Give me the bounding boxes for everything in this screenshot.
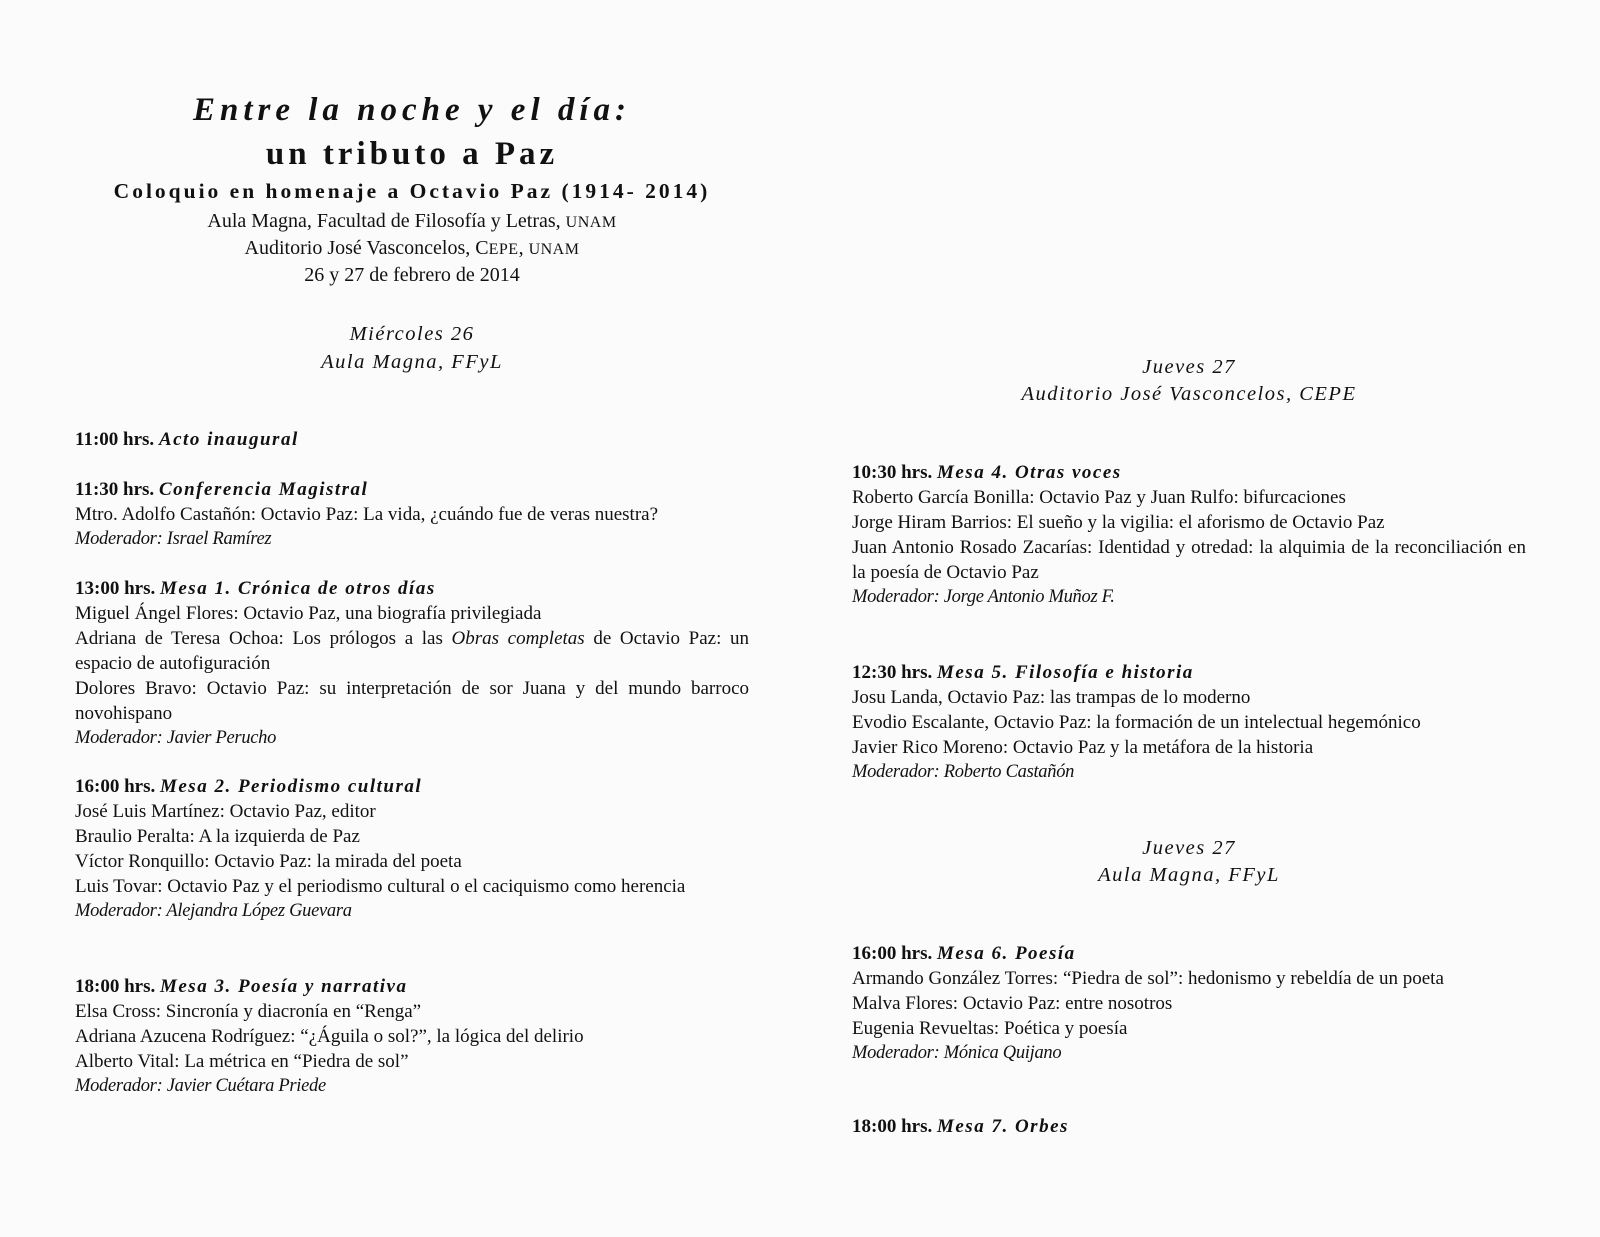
talk-line: Malva Flores: Octavio Paz: entre nosotros (852, 993, 1173, 1014)
session-time: 16:00 hrs. (75, 776, 156, 797)
talk-line: Jorge Hiram Barrios: El sueño y la vigilia: el aforismo de Octavio Paz (852, 512, 1385, 533)
session-mesa-4 (852, 460, 1526, 610)
day2b-heading-venue: Aula Magna, FFyL (1098, 864, 1280, 886)
talk-line: Miguel Ángel Flores: Octavio Paz, una biografía privilegiada (75, 603, 542, 624)
venue-line-2 (75, 235, 749, 263)
talk-work-title: Obras completas (451, 628, 585, 649)
session-title: Mesa 2. Periodismo cultural (159, 776, 423, 797)
moderator: Moderador: Mónica Quijano (852, 1043, 1062, 1063)
talk-line: José Luis Martínez: Octavio Paz, editor (75, 801, 376, 822)
moderator: Moderador: Javier Perucho (75, 728, 277, 748)
talk-line: Luis Tovar: Octavio Paz y el periodismo cultural o el caciquismo como herencia (75, 876, 686, 897)
day2a-heading-venue: Auditorio José Vasconcelos, CEPE (1021, 383, 1357, 405)
session-title: Acto inaugural (158, 429, 299, 450)
moderator: Moderador: Javier Cuétara Priede (75, 1076, 326, 1096)
moderator: Moderador: Jorge Antonio Muñoz F. (852, 587, 1115, 607)
session-conferencia (75, 477, 749, 552)
session-time: 10:30 hrs. (852, 462, 933, 483)
talk-line: Mtro. Adolfo Castañón: Octavio Paz: La vida, ¿cuándo fue de veras nuestra? (75, 504, 659, 525)
session-time: 11:00 hrs. (75, 429, 155, 450)
venue-1-text: Aula Magna, Facultad de Filosofía y Letras, (207, 210, 566, 232)
talk-line: Armando González Torres: “Piedra de sol”: hedonismo y rebeldía de un poeta (852, 968, 1444, 989)
talk-line: Braulio Peralta: A la izquierda de Paz (75, 826, 360, 847)
session-time: 16:00 hrs. (852, 943, 933, 964)
session-mesa-2 (75, 774, 749, 924)
session-mesa-6 (852, 941, 1526, 1066)
session-acto-inaugural (75, 427, 749, 452)
day1-heading-date: Miércoles 26 (349, 323, 475, 345)
talk-line: Elsa Cross: Sincronía y diacronía en “Renga” (75, 1001, 422, 1022)
talk-text: de Octavio Paz: un espacio de autofiguración (75, 628, 749, 674)
session-title: Mesa 5. Filosofía e historia (936, 662, 1194, 683)
session-title: Conferencia Magistral (158, 479, 369, 500)
moderator: Moderador: Alejandra López Guevara (75, 901, 352, 921)
event-dates: 26 y 27 de febrero de 2014 (304, 264, 520, 286)
subtitle: Coloquio en homenaje a Octavio Paz (1914- 2014) (113, 179, 711, 203)
moderator: Moderador: Roberto Castañón (852, 762, 1075, 782)
day2b-heading-date: Jueves 27 (1142, 837, 1236, 859)
talk-line (75, 626, 749, 676)
talk-text: Adriana de Teresa Ochoa: Los prólogos a las (75, 628, 452, 649)
moderator: Moderador: Israel Ramírez (75, 529, 272, 549)
talk-line: Evodio Escalante, Octavio Paz: la formación de un intelectual hegemónico (852, 712, 1421, 733)
session-time: 18:00 hrs. (75, 976, 156, 997)
talk-line: Juan Antonio Rosado Zacarías: Identidad y otredad: la alquimia de la reconciliación en la poesía de Octavio Paz (852, 537, 1526, 583)
session-title: Mesa 3. Poesía y narrativa (159, 976, 408, 997)
session-time: 18:00 hrs. (852, 1116, 933, 1137)
session-mesa-7 (852, 1114, 1526, 1139)
session-mesa-1 (75, 576, 749, 751)
title-line-1: Entre la noche y el día: (192, 92, 632, 128)
talk-line: Eugenia Revueltas: Poética y poesía (852, 1018, 1128, 1039)
title-line-2: un tributo a Paz (265, 136, 559, 172)
day2a-heading-date: Jueves 27 (1142, 356, 1236, 378)
session-time: 11:30 hrs. (75, 479, 155, 500)
session-mesa-3 (75, 974, 749, 1099)
talk-line: Alberto Vital: La métrica en “Piedra de sol” (75, 1051, 409, 1072)
session-title: Mesa 4. Otras voces (936, 462, 1122, 483)
venue-2-comma: , (518, 237, 529, 259)
session-time: 12:30 hrs. (852, 662, 933, 683)
venue-2-text: Auditorio José Vasconcelos, C (244, 237, 489, 259)
talk-line: Josu Landa, Octavio Paz: las trampas de lo moderno (852, 687, 1251, 708)
venue-2-cepe: EPE (488, 241, 519, 258)
session-mesa-5 (852, 660, 1526, 785)
day1-heading-venue: Aula Magna, FFyL (321, 351, 503, 373)
talk-line: Adriana Azucena Rodríguez: “¿Águila o sol?”, la lógica del delirio (75, 1026, 584, 1047)
venue-2-unam: UNAM (528, 241, 580, 258)
venue-line-1 (75, 208, 749, 236)
session-title: Mesa 7. Orbes (936, 1116, 1069, 1137)
talk-line: Roberto García Bonilla: Octavio Paz y Juan Rulfo: bifurcaciones (852, 487, 1346, 508)
talk-line: Javier Rico Moreno: Octavio Paz y la metáfora de la historia (852, 737, 1314, 758)
session-time: 13:00 hrs. (75, 578, 156, 599)
session-title: Mesa 1. Crónica de otros días (159, 578, 436, 599)
talk-line: Víctor Ronquillo: Octavio Paz: la mirada del poeta (75, 851, 462, 872)
talk-line: Dolores Bravo: Octavio Paz: su interpretación de sor Juana y del mundo barroco novohispano (75, 678, 749, 724)
venue-1-unam: UNAM (565, 214, 617, 231)
session-title: Mesa 6. Poesía (936, 943, 1076, 964)
